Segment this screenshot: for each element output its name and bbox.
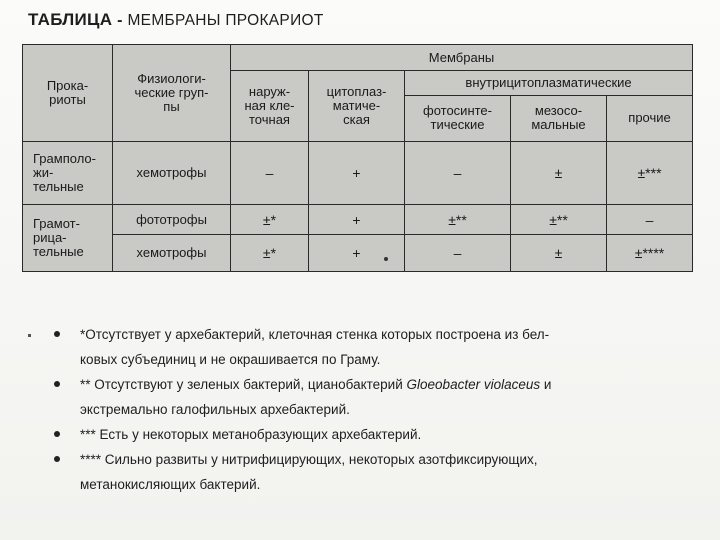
row-group: фототрофы [113,205,231,235]
bullet-icon [54,331,60,337]
cell-cytoplasmic: + [309,205,405,235]
cell-photosynthetic: ±** [405,205,511,235]
footnote-1 [40,322,710,372]
header-row-1 [23,45,693,71]
cell-other: – [607,205,693,235]
title-separator: - [117,12,123,29]
header-photosynthetic: фотосинте- тические [405,95,511,142]
footnote-line: метанокисляющих бактерий. [80,477,261,492]
cell-outer: – [231,142,309,205]
header-other: прочие [607,95,693,142]
header-intracytoplasmic: внутрицитоплазматические [405,71,693,95]
cell-mesosomal: ± [511,235,607,272]
title-subtitle: МЕМБРАНЫ ПРОКАРИОТ [127,12,324,29]
cell-other: ±**** [607,235,693,272]
footnote-line: **** Сильно развиты у нитрифицирующих, некоторых азотфиксирующих, [80,452,538,467]
header-mesosomal: мезосо- мальные [511,95,607,142]
header-cytoplasmic: цитоплаз- матиче- ская [309,71,405,142]
table-row [23,205,693,235]
footnote-text: и [540,377,552,392]
cell-cytoplasmic: + [309,142,405,205]
footnotes [40,322,710,497]
footnote-text: ** Отсутствуют у зеленых бактерий, цианобактерий [80,377,407,392]
cell-cytoplasmic: + [309,235,405,272]
row-group: хемотрофы [113,235,231,272]
footnote-4 [40,447,710,497]
cell-outer: ±* [231,235,309,272]
footnote-line: экстремально галофильных архебактерий. [80,402,350,417]
species-name: Gloeobacter violaceus [406,377,541,392]
scan-mark [28,334,31,337]
footnote-line: *Отсутствует у архебактерий, клеточная стенка которых построена из бел- [80,327,550,342]
bullet-icon [54,456,60,462]
cell-photosynthetic: – [405,235,511,272]
header-prokaryotes: Прока- риоты [23,45,113,142]
table-row [23,142,693,205]
header-membranes: Мембраны [231,45,693,71]
header-outer: наруж- ная кле- точная [231,71,309,142]
cell-outer: ±* [231,205,309,235]
footnote-2 [40,372,710,422]
cell-mesosomal: ±** [511,205,607,235]
footnote-line: ковых субъединиц и не окрашивается по Граму. [80,352,381,367]
title-main: ТАБЛИЦА [28,10,113,29]
cell-mesosomal: ± [511,142,607,205]
scan-dot [384,257,388,261]
cell-other: ±*** [607,142,693,205]
row-prokaryote: Грамполо- жи- тельные [23,142,113,205]
footnote-line [80,372,710,397]
cell-photosynthetic: – [405,142,511,205]
bullet-icon [54,381,60,387]
bullet-icon [54,431,60,437]
footnote-3 [40,422,710,447]
footnote-line: *** Есть у некоторых метанобразующих архебактерий. [80,427,422,442]
row-group: хемотрофы [113,142,231,205]
header-physio-groups: Физиологи- ческие груп- пы [113,45,231,142]
row-prokaryote: Грамот- рица- тельные [23,205,113,272]
membranes-table [22,44,693,272]
table-row [23,235,693,272]
page-title [28,10,324,30]
